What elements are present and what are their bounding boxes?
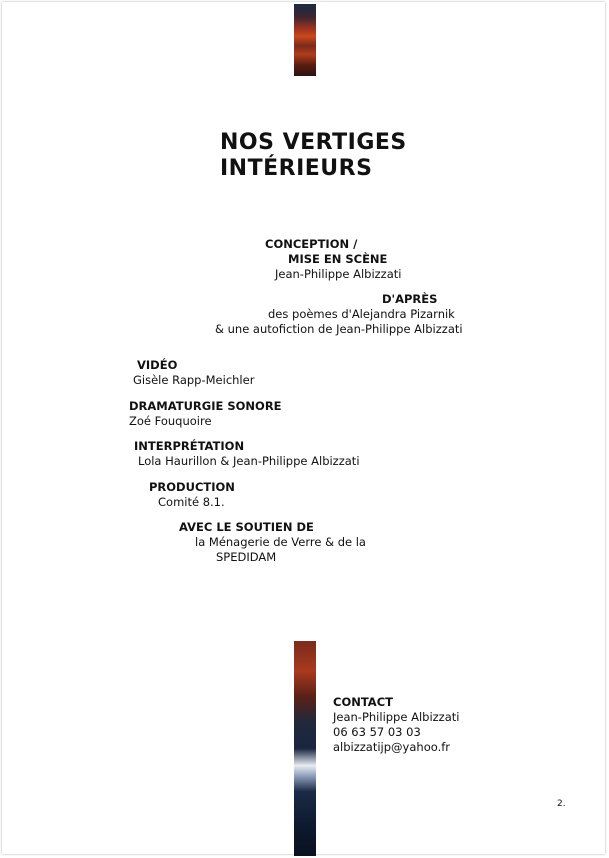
interpretation-value: Lola Haurillon & Jean-Philippe Albizzati xyxy=(138,454,360,468)
dramaturgie-value: Zoé Fouquoire xyxy=(129,414,212,428)
photo-strip-top xyxy=(294,4,316,76)
photo-strip-bottom xyxy=(294,641,316,856)
title-line-2: INTÉRIEURS xyxy=(220,156,373,181)
conception-label: CONCEPTION / xyxy=(265,237,358,251)
soutien-value-2: SPEDIDAM xyxy=(216,550,277,564)
apres-label: D'APRÈS xyxy=(382,292,438,306)
soutien-value-1: la Ménagerie de Verre & de la xyxy=(195,535,366,549)
page-title xyxy=(220,130,410,182)
page-number: 2. xyxy=(557,799,566,809)
dramaturgie-label: DRAMATURGIE SONORE xyxy=(129,399,282,413)
soutien-label: AVEC LE SOUTIEN DE xyxy=(179,520,314,534)
video-label: VIDÉO xyxy=(137,358,178,372)
contact-phone: 06 63 57 03 03 xyxy=(333,725,421,739)
production-value: Comité 8.1. xyxy=(158,495,225,509)
interpretation-label: INTERPRÉTATION xyxy=(134,439,245,453)
mise-en-scene-label: MISE EN SCÈNE xyxy=(288,252,388,266)
apres-value-1: des poèmes d'Alejandra Pizarnik xyxy=(268,307,455,321)
title-line-1: NOS VERTIGES xyxy=(220,130,407,155)
apres-value-2: & une autofiction de Jean-Philippe Albizzati xyxy=(215,322,463,336)
contact-name: Jean-Philippe Albizzati xyxy=(333,710,460,724)
contact-email[interactable]: albizzatijp@yahoo.fr xyxy=(333,740,450,754)
conception-value: Jean-Philippe Albizzati xyxy=(275,267,402,281)
contact-label: CONTACT xyxy=(333,695,393,709)
production-label: PRODUCTION xyxy=(149,480,235,494)
document-page xyxy=(2,2,605,854)
video-value: Gisèle Rapp-Meichler xyxy=(133,373,255,387)
